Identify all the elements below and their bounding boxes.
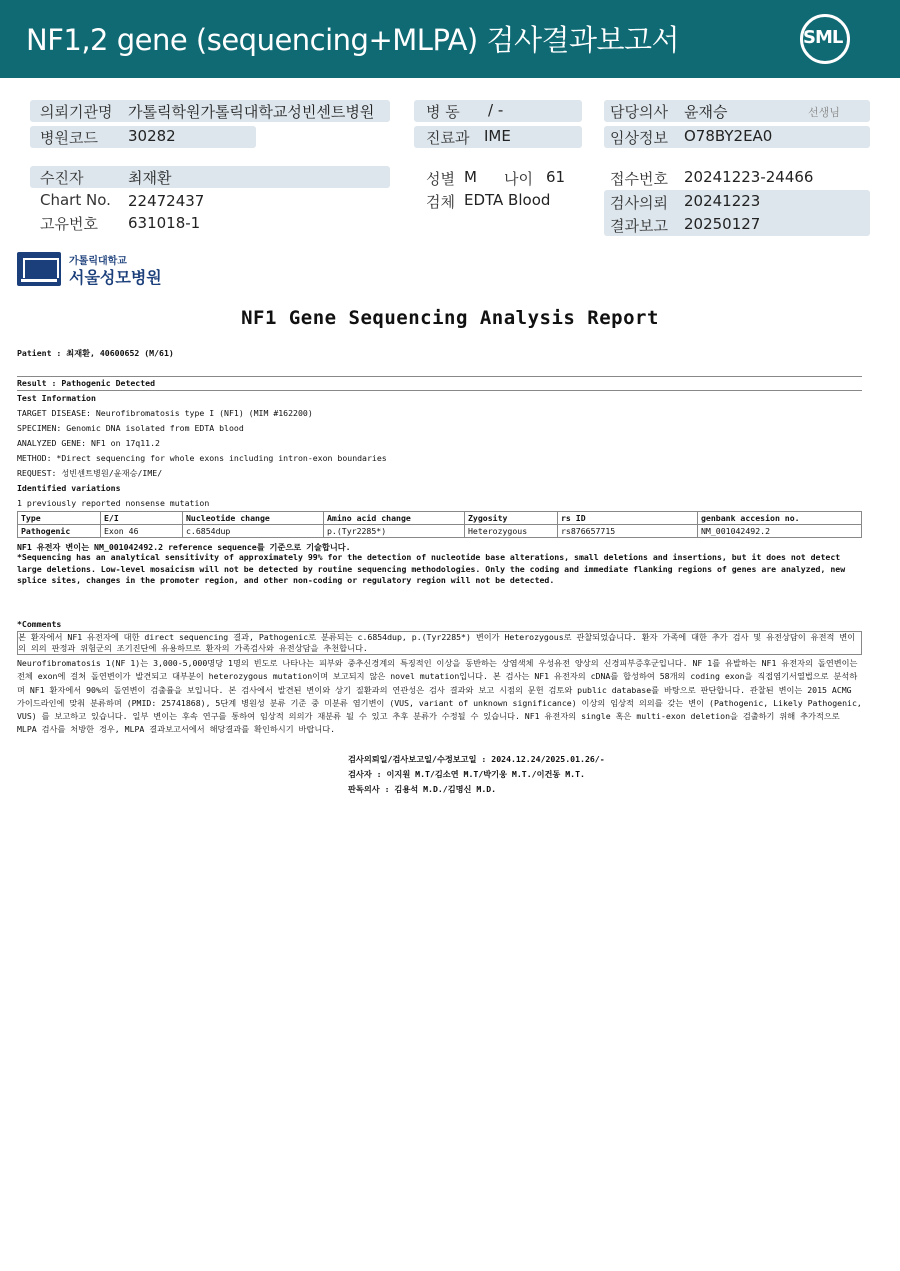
doctor-label: 담당의사: [610, 103, 668, 121]
doctor-value: 윤재승: [684, 103, 728, 121]
table-header-cell: E/I: [101, 512, 183, 525]
table-header-cell: Nucleotide change: [183, 512, 324, 525]
patient-label: 수진자: [40, 169, 84, 187]
table-cell: Pathogenic: [18, 525, 101, 538]
report-title: NF1,2 gene (sequencing+MLPA) 검사결과보고서: [26, 23, 680, 57]
dept-value: IME: [484, 127, 511, 145]
report-main-title: NF1 Gene Sequencing Analysis Report: [241, 307, 659, 329]
hospital-code-value: 30282: [128, 127, 176, 145]
request-value: 20241223: [684, 192, 761, 210]
sml-logo: [800, 14, 850, 64]
test-info-heading: Test Information: [17, 393, 96, 403]
identified-heading: Identified variations: [17, 483, 121, 493]
clinical-label: 임상정보: [610, 129, 668, 147]
reference-note: NF1 유전자 변이는 NM_001042492.2 reference sequence를 기준으로 기술합니다.: [17, 542, 351, 552]
ward-label: 병 동: [426, 103, 460, 121]
hospital-univ: 가톨릭대학교: [69, 256, 127, 267]
variation-count: 1 previously reported nonsense mutation: [17, 498, 210, 508]
table-header-cell: genbank accesion no.: [698, 512, 862, 525]
target-disease: TARGET DISEASE: Neurofibromatosis type I (NF1) (MIM #162200): [17, 408, 313, 418]
variant-table: [17, 511, 862, 538]
divider: [17, 390, 862, 391]
reading-doctors: 판독의사 : 김용석 M.D./김명신 M.D.: [348, 784, 497, 794]
table-cell: Exon 46: [101, 525, 183, 538]
age-value: 61: [546, 168, 566, 186]
sequencing-note: *Sequencing has an analytical sensitivity of approximately 99% for the detection of nucleotide base alterations, small deletions and insertions, but it does not detect large deletions. Low-level mosaicism will not be detected by routine sequencing methodologies. Only the coding and immediate flanking regions of genes are analyzed, new splice sites, changes in the promoter region, and other non-coding or regulatory region will not be detected.: [17, 552, 846, 585]
hospital-emblem-icon: [17, 252, 61, 286]
result-line: Result : Pathogenic Detected: [17, 378, 156, 388]
table-header-row: [18, 512, 862, 525]
uid-label: 고유번호: [40, 215, 98, 233]
orderer-label: 의뢰기관명: [40, 103, 113, 121]
patient-band: [30, 166, 390, 188]
specimen-label: 검체: [426, 193, 455, 211]
table-header-cell: Type: [18, 512, 101, 525]
request-label: 검사의뢰: [610, 194, 668, 212]
table-row: [18, 525, 862, 538]
report-dates: 검사의뢰일/검사보고일/수정보고일 : 2024.12.24/2025.01.26/-: [348, 754, 605, 764]
table-cell: rs876657715: [558, 525, 698, 538]
clinical-value: O78BY2EA0: [684, 127, 773, 145]
gene-line: ANALYZED GENE: NF1 on 17q11.2: [17, 438, 160, 448]
uid-value: 631018-1: [128, 214, 201, 232]
doctor-suffix: 선생님: [808, 106, 840, 119]
sex-label: 성별: [426, 170, 455, 188]
sex-value: M: [464, 168, 477, 186]
table-cell: NM_001042492.2: [698, 525, 862, 538]
ward-value: / -: [488, 101, 504, 119]
request-line: REQUEST: 성빈센트병원/윤재승/IME/: [17, 468, 163, 478]
comment-box: 본 환자에서 NF1 유전자에 대한 direct sequencing 결과, Pathogenic로 분류되는 c.6854dup, p.(Tyr2285*) 변이가 Heterozygous로 관찰되었습니다. 환자 가족에 대한 추가 검사 및 유전상담이 유전적 변이의 의의 판정과 위험군의 조기진단에 유용하므로 환자의 가족검사와 유전상담을 추천합니다.: [17, 631, 862, 655]
divider: [17, 376, 862, 377]
table-header-cell: Amino acid change: [324, 512, 465, 525]
specimen-value: EDTA Blood: [464, 191, 551, 209]
receipt-label: 접수번호: [610, 170, 668, 188]
comments-heading: *Comments: [17, 619, 62, 629]
chart-label: Chart No.: [40, 191, 111, 209]
comment-description: Neurofibromatosis 1(NF 1)는 3,000-5,000명당 1명의 빈도로 나타나는 피부와 중추신경계의 특징적인 이상을 동반하는 상염색체 우성유전 양상의 신경피부증후군입니다. NF 1를 유발하는 NF1 유전자의 돌연변이는 전체 exon에 걸쳐 돌연변이가 발견되고 대부분이 heterozygous mutation이며 보고되지 않은 novel mutation입니다. 본 검사는 NF1 유전자의 cDNA를 합성하여 58개의 coding exon을 직접염기서열법으로 분석하며 NF1 환자에서 90%의 돌연변이 검출률을 보입니다. 본 검사에서 발견된 변이와 상기 질환과의 연관성은 검사 결과와 보고 시점의 문헌 검토와 public database를 바탕으로 판단합니다. 관찰된 변이는 2015 ACMG 가이드라인에 맞춰 분류하며 (PMID: 25741868), 5단계 병원성 분류 기준 중 미분류 염기변이 (VUS, variant of unknown significance) 이상의 임상적 의의를 갖는 변이 (Pathogenic, Likely Pathogenic, VUS) 를 보고하고 있습니다. 일부 변이는 후속 연구를 통하여 임상적 의의가 재분류 될 수 있고 추후 분류가 수정될 수 있습니다. NF1 유전자의 single 혹은 multi-exon deletion을 검출하기 위해 추가적으로 MLPA 검사를 처방한 경우, MLPA 결과보고서에서 해당결과를 확인하시기 바랍니다.: [17, 658, 862, 735]
dept-label: 진료과: [426, 129, 470, 147]
patient-line: Patient : 최재환, 40600652 (M/61): [17, 348, 174, 358]
report-header: [0, 0, 900, 78]
table-header-cell: Zygosity: [465, 512, 558, 525]
orderer-value: 가톨릭학원가톨릭대학교성빈센트병원: [128, 103, 375, 121]
table-cell: p.(Tyr2285*): [324, 525, 465, 538]
table-cell: Heterozygous: [465, 525, 558, 538]
table-cell: c.6854dup: [183, 525, 324, 538]
age-label: 나이: [504, 170, 533, 188]
report-date-value: 20250127: [684, 215, 761, 233]
logo-text: SML: [803, 27, 843, 48]
hospital-name: 서울성모병원: [69, 268, 162, 287]
method-line: METHOD: *Direct sequencing for whole exons including intron-exon boundaries: [17, 453, 387, 463]
examiners: 검사자 : 이지원 M.T/김소연 M.T/박기웅 M.T./이건동 M.T.: [348, 769, 585, 779]
receipt-value: 20241223-24466: [684, 168, 814, 186]
table-header-cell: rs ID: [558, 512, 698, 525]
report-date-label: 결과보고: [610, 217, 668, 235]
hospital-code-label: 병원코드: [40, 129, 98, 147]
chart-value: 22472437: [128, 192, 205, 210]
specimen-line: SPECIMEN: Genomic DNA isolated from EDTA blood: [17, 423, 244, 433]
patient-value: 최재환: [128, 169, 172, 187]
